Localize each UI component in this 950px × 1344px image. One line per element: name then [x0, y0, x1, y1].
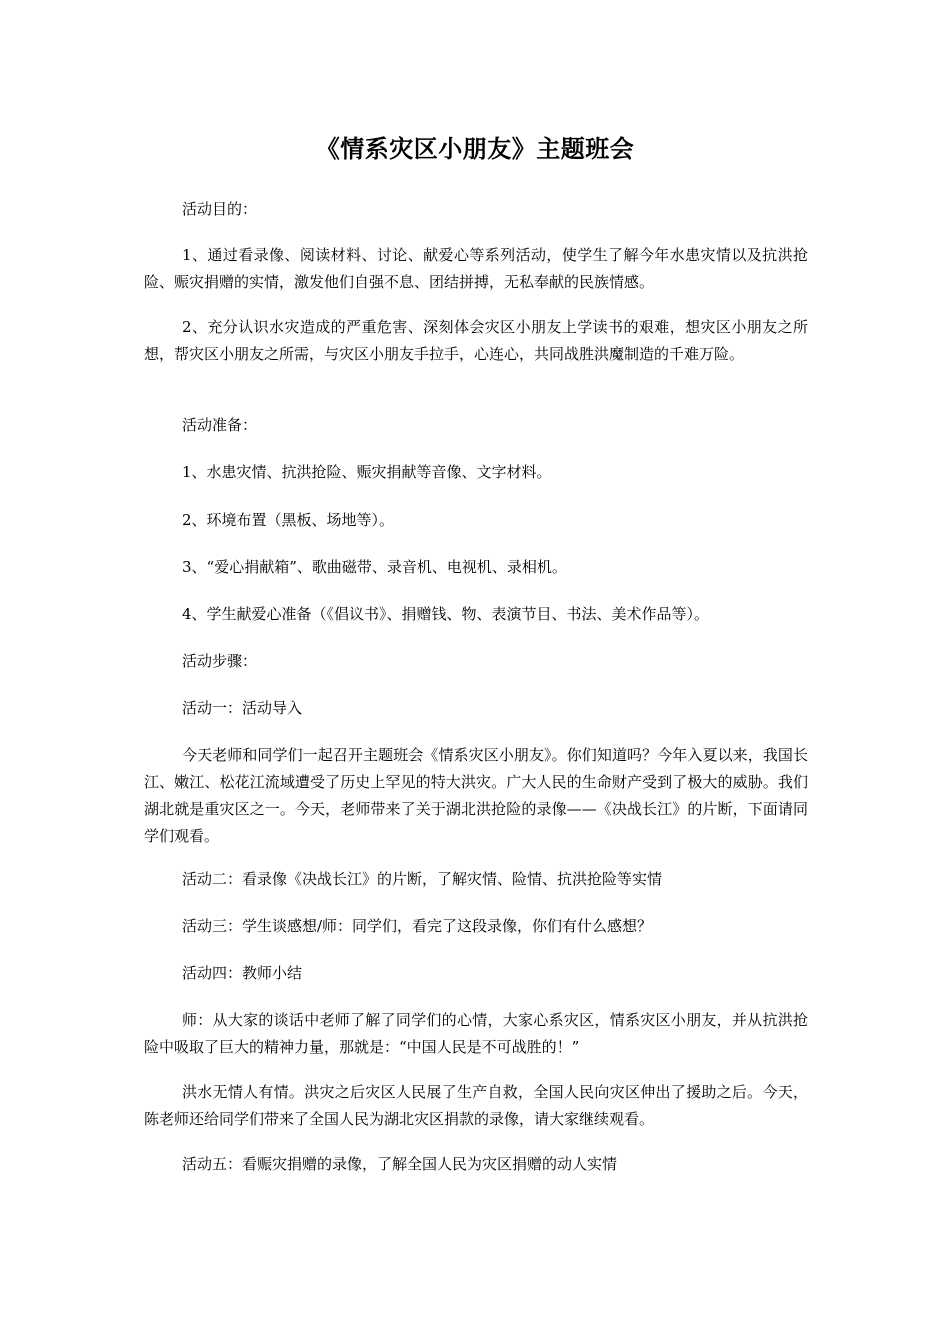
paragraph-intro-text: 今天老师和同学们一起召开主题班会《情系灾区小朋友》。你们知道吗？今年入夏以来，我国长江、嫩江、松花江流域遭受了历史上罕见的特大洪灾。广大人民的生命财产受到了极大的威胁。我们湖北就是重灾区之一。今天，老师带来了关于湖北洪抢险的录像——《决战长江》的片断，下面请同学们观看。	[144, 746, 808, 845]
paragraph-preparation-2: 2、环境布置（黑板、场地等）。	[182, 511, 395, 529]
paragraph-activity-1: 活动一：活动导入	[182, 699, 303, 717]
paragraph-steps-heading: 活动步骤：	[182, 652, 258, 670]
paragraph-preparation-1: 1、水患灾情、抗洪抢险、赈灾捐献等音像、文字材料。	[182, 463, 552, 481]
paragraph-goal-2: 2、充分认识水灾造成的严重危害、深刻体会灾区小朋友上学读书的艰难，想灾区小朋友之所想，帮灾区小朋友之所需，与灾区小朋友手拉手，心连心，共同战胜洪魔制造的千难万险。	[144, 318, 808, 363]
paragraph-teacher-summary: 师：从大家的谈话中老师了解了同学们的心情，大家心系灾区，情系灾区小朋友，并从抗洪抢险中吸取了巨大的精神力量，那就是：“中国人民是不可战胜的！”	[144, 1011, 808, 1056]
document-title: 《情系灾区小朋友》主题班会	[315, 135, 635, 163]
paragraph-preparation-4: 4、学生献爱心准备（《倡议书》、捐赠钱、物、表演节目、书法、美术作品等）。	[182, 605, 710, 623]
paragraph-flood-relief: 洪水无情人有情。洪灾之后灾区人民展了生产自救，全国人民向灾区伸出了援助之后。今天，陈老师还给同学们带来了全国人民为湖北灾区捐款的录像，请大家继续观看。	[144, 1083, 808, 1128]
paragraph-goal-1: 1、通过看录像、阅读材料、讨论、献爱心等系列活动，使学生了解今年水患灾情以及抗洪抢险、赈灾捐赠的实情，激发他们自强不息、团结拼搏，无私奉献的民族情感。	[144, 246, 808, 291]
paragraph-activity-goal-heading: 活动目的：	[182, 200, 258, 218]
paragraph-activity-2: 活动二：看录像《决战长江》的片断，了解灾情、险情、抗洪抢险等实情	[182, 870, 663, 888]
paragraph-activity-4: 活动四：教师小结	[182, 964, 303, 982]
paragraph-preparation-heading: 活动准备：	[182, 416, 258, 434]
paragraph-preparation-3: 3、“爱心捐献箱”、歌曲磁带、录音机、电视机、录相机。	[182, 558, 567, 576]
paragraph-activity-5: 活动五：看赈灾捐赠的录像，了解全国人民为灾区捐赠的动人实情	[182, 1155, 618, 1173]
paragraph-activity-3: 活动三：学生谈感想/师：同学们，看完了这段录像，你们有什么感想？	[182, 917, 653, 935]
